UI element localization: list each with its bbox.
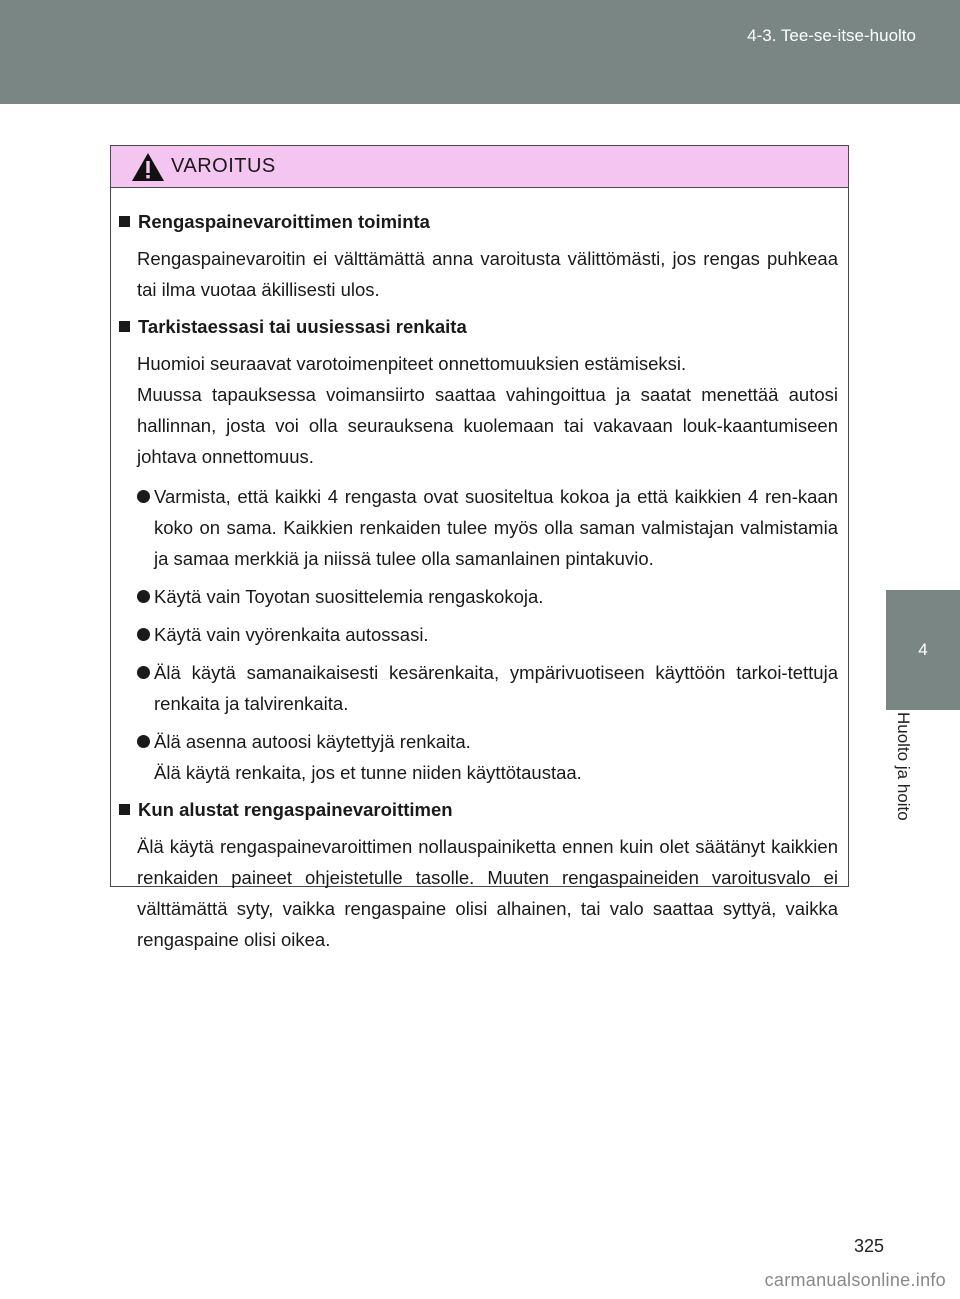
list-item-continuation: Älä käytä renkaita, jos et tunne niiden käyttötaustaa. <box>154 762 582 783</box>
paragraph: Rengaspainevaroitin ei välttämättä anna varoitusta välittömästi, jos rengas puhkeaa tai ilma vuotaa äkillisesti ulos. <box>137 248 838 300</box>
chapter-number: 4 <box>918 640 928 659</box>
paragraph: Huomioi seuraavat varotoimenpiteet onnettomuuksien estämiseksi. <box>137 353 687 374</box>
section-heading: Kun alustat rengaspainevaroittimen <box>119 794 838 825</box>
round-bullet-icon <box>137 735 150 748</box>
warning-triangle-icon <box>131 152 165 182</box>
watermark: carmanualsonline.info <box>764 1270 946 1290</box>
list-item: Älä asenna autoosi käytettyjä renkaita. <box>119 726 838 757</box>
page-number: 325 <box>853 1236 884 1256</box>
paragraph: Älä käytä rengaspainevaroittimen nollauspainiketta ennen kuin olet säätänyt kaikkien renkaiden paineet ohjeistetulle tasolle. Muuten rengaspaineiden varoitusvalo ei välttämättä syty, vaikka rengaspaine olisi alhainen, tai valo saattaa syttyä, vaikka rengaspaine olisi oikea. <box>137 836 838 950</box>
warning-header <box>111 146 848 188</box>
square-bullet-icon <box>119 804 130 815</box>
square-bullet-icon <box>119 321 130 332</box>
round-bullet-icon <box>137 590 150 603</box>
chapter-title-vertical <box>886 712 960 892</box>
section-heading: Tarkistaessasi tai uusiessasi renkaita <box>119 311 838 342</box>
warning-title: VAROITUS <box>171 155 276 177</box>
chapter-tab <box>886 590 960 710</box>
list-item: Varmista, että kaikki 4 rengasta ovat suositeltua kokoa ja että kaikkien 4 ren-kaan koko on sama. Kaikkien renkaiden tulee myös olla saman valmistajan valmistamia ja samaa merkkiä ja niissä tulee olla samanlainen pintakuvio. <box>119 481 838 574</box>
list-item: Älä käytä samanaikaisesti kesärenkaita, ympärivuotiseen käyttöön tarkoi-tettuja renkaita ja talvirenkaita. <box>119 657 838 719</box>
section-heading: Rengaspainevaroittimen toiminta <box>119 206 838 237</box>
list-item: Käytä vain Toyotan suosittelemia rengaskokoja. <box>119 581 838 612</box>
warning-content <box>111 188 848 955</box>
round-bullet-icon <box>137 490 150 503</box>
paragraph: Muussa tapauksessa voimansiirto saattaa vahingoittua ja saatat menettää autosi hallinnan, josta voi olla seurauksena kuolemaan tai vakavaan louk-kaantumiseen johtava onnettomuus. <box>137 384 838 467</box>
square-bullet-icon <box>119 216 130 227</box>
section-title: 4-3. Tee-se-itse-huolto <box>747 26 916 45</box>
header-bar <box>0 0 960 104</box>
round-bullet-icon <box>137 628 150 641</box>
list-item: Käytä vain vyörenkaita autossasi. <box>119 619 838 650</box>
warning-box <box>110 145 849 950</box>
round-bullet-icon <box>137 666 150 679</box>
chapter-title: Huolto ja hoito <box>894 712 913 821</box>
